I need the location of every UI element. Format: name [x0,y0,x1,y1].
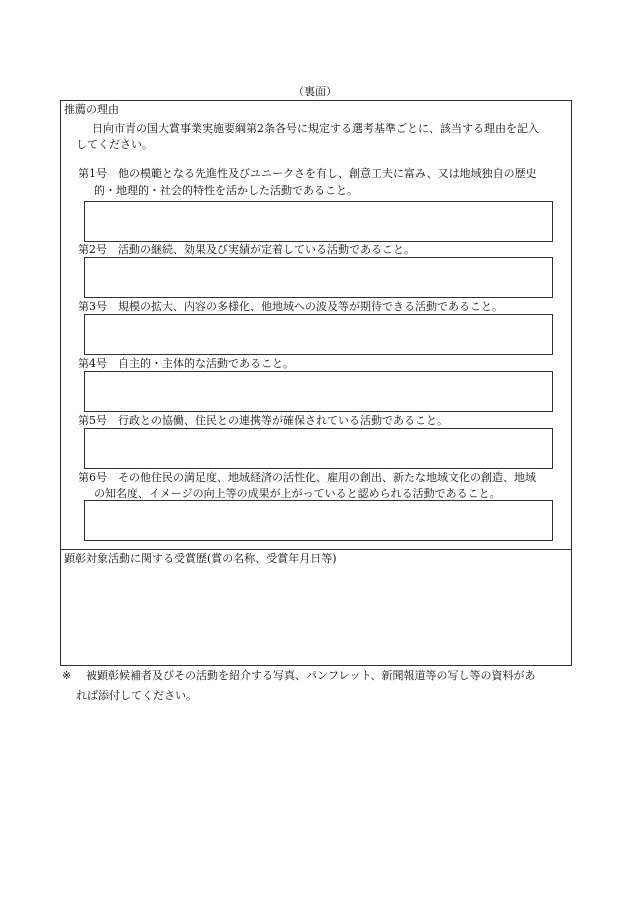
criterion-1-text: 他の模範となる先進性及びユニークさを有し、創意工夫に富み、又は地域独自の歴史 [118,167,537,180]
criterion-6-heading [78,470,536,486]
criterion-5-heading [78,413,448,429]
criterion-6-text: その他住民の満足度、地域経済の活性化、雇用の創出、新たな地域文化の創造、地域 [118,471,536,484]
criterion-5-answer-box[interactable] [84,428,553,469]
note-line2: れば添付してください。 [76,689,197,702]
page-label: （裏面） [293,85,337,98]
awards-answer-area[interactable] [62,568,570,664]
criterion-1-text-cont: 的・地理的・社会的特性を活かした活動であること。 [94,184,358,197]
criterion-2-heading [78,242,415,258]
note-mark: ※ [62,669,72,682]
criterion-1-answer-box[interactable] [84,201,553,242]
criterion-6-text-cont: の知名度、イメージの向上等の成果が上がっていると認められる活動であること。 [94,487,501,500]
criterion-1-heading [78,166,537,182]
criterion-4-answer-box[interactable] [84,371,553,412]
criterion-3-answer-box[interactable] [84,314,553,355]
criterion-5-label: 第5号 [78,414,107,427]
reason-section-title: 推薦の理由 [64,103,119,116]
criterion-6-answer-box[interactable] [84,500,553,541]
criterion-3-label: 第3号 [78,300,107,313]
note-line1: 被顕彰候補者及びその活動を紹介する写真、パンフレット、新聞報道等の写し等の資料があ [86,669,536,682]
reason-intro-line1: 日向市青の国大賞事業実施要綱第2条各号に規定する選考基準ごとに、該当する理由を記入 [92,122,539,135]
criterion-4-heading [78,356,294,372]
criterion-4-label: 第4号 [78,357,107,370]
section-divider [60,549,572,550]
criterion-1-label: 第1号 [78,167,107,180]
criterion-4-text: 自主的・主体的な活動であること。 [118,357,294,370]
criterion-2-answer-box[interactable] [84,257,553,298]
criterion-2-label: 第2号 [78,243,107,256]
awards-section-title: 顕彰対象活動に関する受賞歴(賞の名称、受賞年月日等) [64,552,337,565]
criterion-5-text: 行政との協働、住民との連携等が確保されている活動であること。 [118,414,448,427]
criterion-3-heading [78,299,503,315]
reason-intro-line2: してください。 [76,138,153,151]
criterion-2-text: 活動の継続、効果及び実績が定着している活動であること。 [118,243,415,256]
criterion-6-label: 第6号 [78,471,107,484]
criterion-3-text: 規模の拡大、内容の多様化、他地域への波及等が期待できる活動であること。 [118,300,503,313]
